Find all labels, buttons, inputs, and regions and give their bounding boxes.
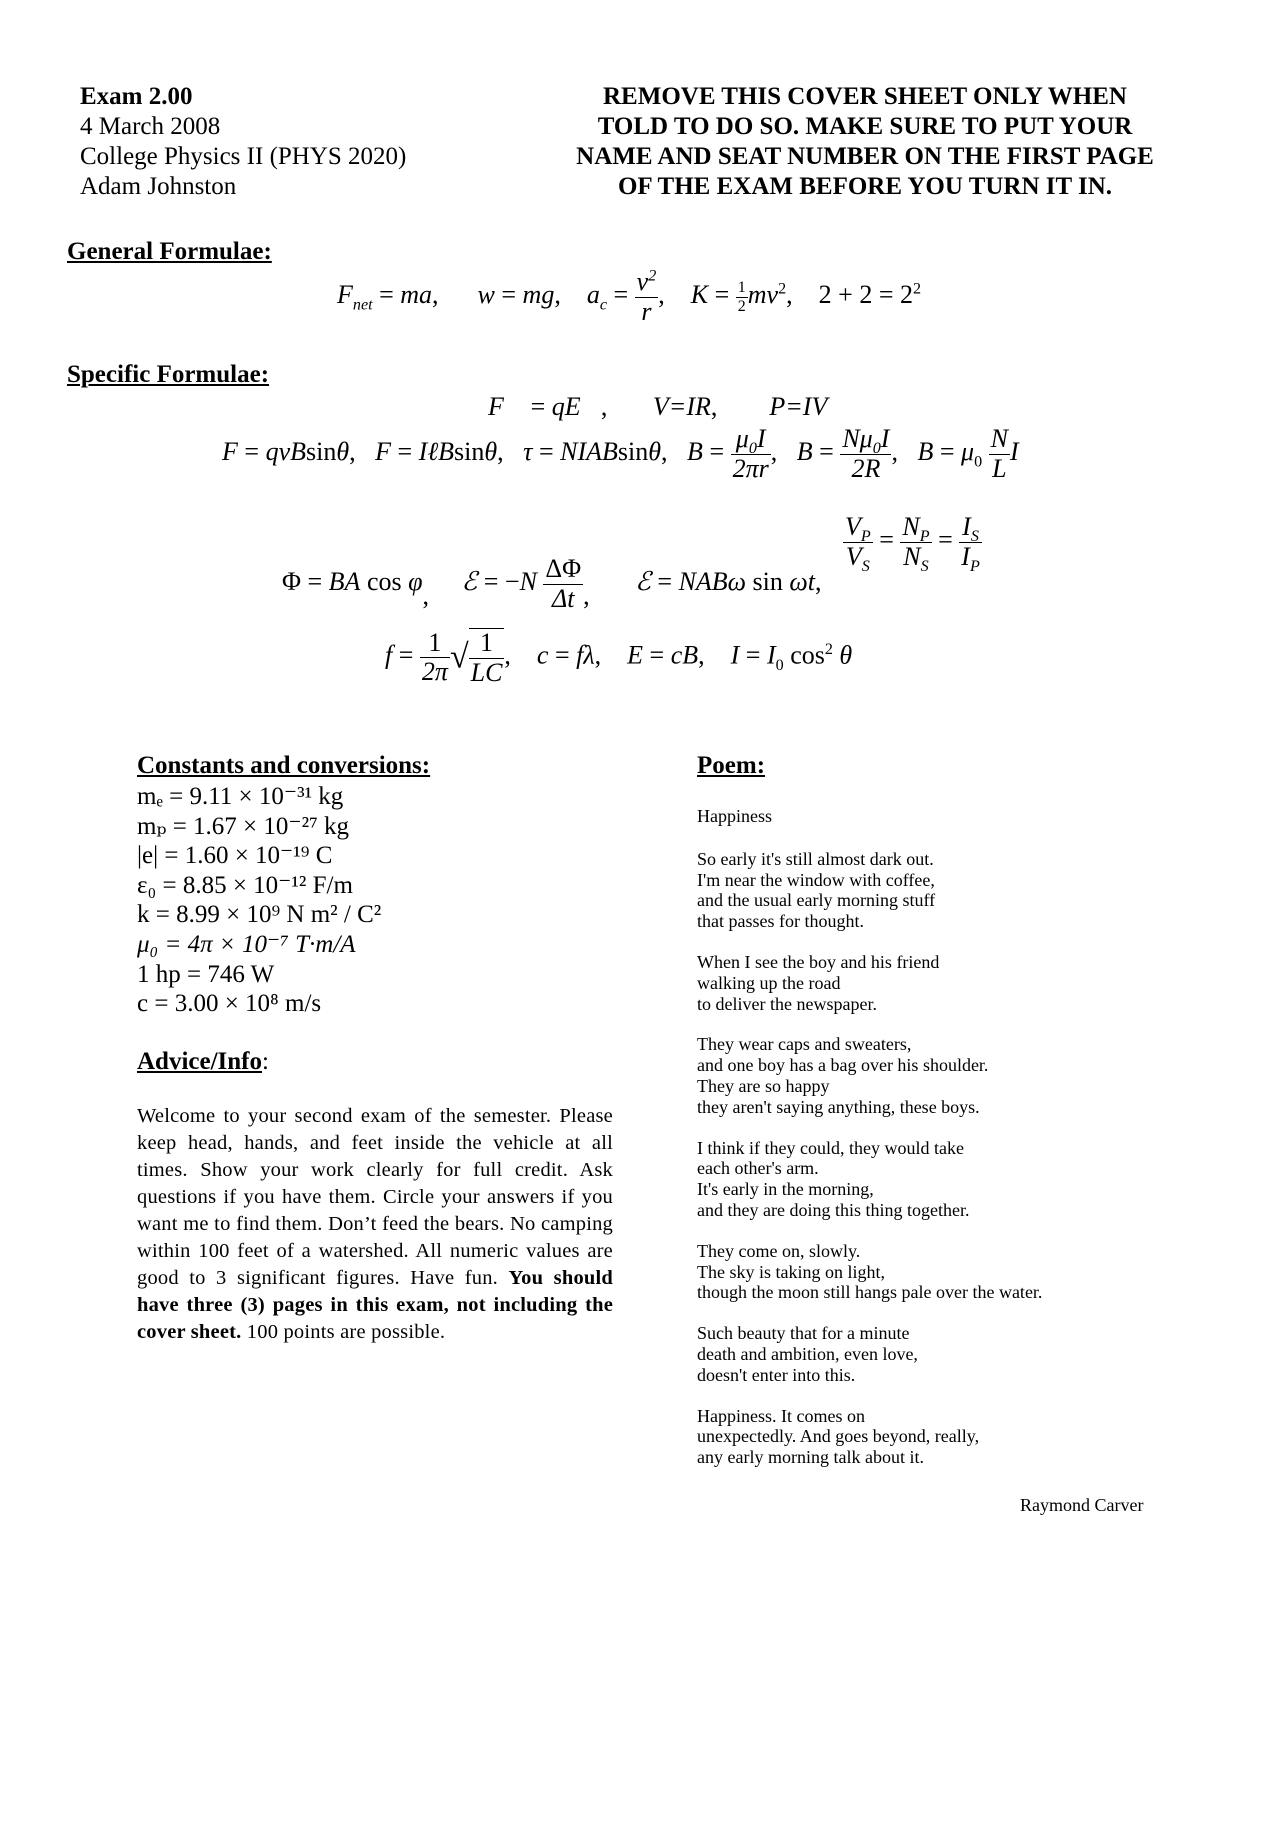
poem-title: Happiness xyxy=(697,806,772,826)
poem-line: each other's arm. xyxy=(697,1158,819,1179)
advice-heading xyxy=(137,1048,269,1076)
poem-line: They come on, slowly. xyxy=(697,1240,861,1261)
notice-line: REMOVE THIS COVER SHEET ONLY WHEN xyxy=(603,83,1127,110)
advice-body xyxy=(137,1103,613,1346)
constants-title: Constants and conversions: xyxy=(137,752,431,779)
poem-stanza xyxy=(697,1323,1197,1385)
advice-page-count-note: You should have three (3) pages in this exam, not including the cover sheet. xyxy=(137,1267,613,1343)
poem-author: Raymond Carver xyxy=(1020,1495,1144,1515)
advice-text: Welcome to your second exam of the semester. Please keep head, hands, and feet inside the vehicle at all times. Show your work clearly for full credit. Ask questions if you have them. Circle your answers if you want me to find them. Don’t feed the bears. No camping within 100 feet of a watershed. All numeric values are good to 3 significant figures. Have fun. xyxy=(137,1105,613,1289)
notice-line: OF THE EXAM BEFORE YOU TURN IT IN. xyxy=(617,173,1113,200)
advice-title: Advice/Info xyxy=(137,1048,262,1075)
constant-elementary-charge: |e| = 1.60 × 10⁻¹⁹ C xyxy=(137,842,333,870)
poem-line: They are so happy xyxy=(697,1075,830,1096)
conversion-horsepower: 1 hp = 746 W xyxy=(137,960,275,988)
poem-line: to deliver the newspaper. xyxy=(697,993,877,1014)
flux-emf-equations: Φ = BA cos φ, ℰ = −N $\frac{\Delta\Phi}{\Delta t}$ , ℰ = NABω sin ωt, xyxy=(282,554,822,613)
transformer-equation: $\frac{V_P}{V_S}$ = $\frac{N_P}{N_S}$ = $\frac{I_S}{I_P}$ xyxy=(845,512,980,575)
poem-line: It's early in the morning, xyxy=(697,1179,874,1200)
general-formulae-title: General Formulae: xyxy=(67,238,272,265)
poem-stanza xyxy=(697,1034,1197,1117)
instructor-name: Adam Johnston xyxy=(80,173,237,200)
specific-formulae-title: Specific Formulae: xyxy=(67,361,270,388)
constants-list xyxy=(137,782,381,1019)
poem-line: I think if they could, they would take xyxy=(697,1137,964,1158)
poem-line: and one boy has a bag over his shoulder. xyxy=(697,1055,989,1076)
poem-stanza xyxy=(697,849,1197,932)
constant-permittivity: ε₀ = 8.85 × 10⁻¹² F/m xyxy=(137,871,353,899)
poem-line: and they are doing this thing together. xyxy=(697,1199,970,1220)
poem-stanza xyxy=(697,1406,1197,1468)
poem-line: that passes for thought. xyxy=(697,911,864,932)
course-name: College Physics II (PHYS 2020) xyxy=(80,143,407,170)
poem-line: Such beauty that for a minute xyxy=(697,1323,910,1344)
poem-stanza xyxy=(697,1241,1197,1303)
poem-line: The sky is taking on light, xyxy=(697,1261,885,1282)
exam-number: Exam 2.00 xyxy=(80,83,193,110)
poem-line: though the moon still hangs pale over the water. xyxy=(697,1282,1043,1303)
notice-line: NAME AND SEAT NUMBER ON THE FIRST PAGE xyxy=(576,143,1154,170)
poem-section-title: Poem: xyxy=(697,752,766,779)
exam-date: 4 March 2008 xyxy=(80,113,221,140)
poem-line: I'm near the window with coffee, xyxy=(697,869,935,890)
poem-line: So early it's still almost dark out. xyxy=(697,848,934,869)
poem-line: any early morning talk about it. xyxy=(697,1447,924,1468)
constant-speed-of-light: c = 3.00 × 10⁸ m/s xyxy=(137,990,322,1018)
poem-line: death and ambition, even love, xyxy=(697,1343,918,1364)
poem-stanza xyxy=(697,1138,1197,1221)
poem-line: When I see the boy and his friend xyxy=(697,951,940,972)
poem-line: they aren't saying anything, these boys. xyxy=(697,1096,980,1117)
magnetic-force-equations: F = qvBsinθ, F = IℓBsinθ, τ = NIABsinθ, B = $\frac{\mu_0I}{2\pi r}$ , B = $\frac{N\mu_0I}{2R}$ , $B = \mu_0$ $\frac{N}{L}$ I xyxy=(222,424,1019,483)
electric-force-power-equations: F⃗ = qE⃗, V=IR, P=IV xyxy=(488,392,828,421)
poem-stanza xyxy=(697,952,1197,1014)
general-formulae-equations: $F_{net}$ = ma, w = mg, $a_c$ = $\frac{v^2}{r}$ , K = $\frac{1}{2}$ $mv^2$, $2 + 2 = 2^2$ xyxy=(337,267,922,326)
poem-line: unexpectedly. And goes beyond, really, xyxy=(697,1426,980,1447)
poem-line: Happiness. It comes on xyxy=(697,1405,865,1426)
poem-line: walking up the road xyxy=(697,972,841,993)
notice-line: TOLD TO DO SO. MAKE SURE TO PUT YOUR xyxy=(597,113,1133,140)
advice-title-colon: : xyxy=(262,1048,269,1075)
poem-line: They wear caps and sweaters, xyxy=(697,1034,912,1055)
poem-line: and the usual early morning stuff xyxy=(697,890,936,911)
advice-points-note: 100 points are possible. xyxy=(241,1321,446,1343)
lc-light-equations: f = $\frac{1}{2\pi}$ √ $\frac{1}{LC}$ , c = fλ, E = cB, $I = I_0$ $\cos^2 \theta$ xyxy=(385,627,853,687)
poem-line: doesn't enter into this. xyxy=(697,1364,856,1385)
constant-coulomb: k = 8.99 × 10⁹ N m² / C² xyxy=(137,901,382,929)
exam-header xyxy=(80,82,406,202)
poem xyxy=(697,806,1197,1488)
constant-electron-mass: mₑ = 9.11 × 10⁻³¹ kg xyxy=(137,783,344,810)
constant-permeability: μ₀ = 4π × 10⁻⁷ T·m/A xyxy=(137,930,356,958)
cover-sheet-notice xyxy=(560,82,1170,202)
constant-proton-mass: mₚ = 1.67 × 10⁻²⁷ kg xyxy=(137,812,350,840)
